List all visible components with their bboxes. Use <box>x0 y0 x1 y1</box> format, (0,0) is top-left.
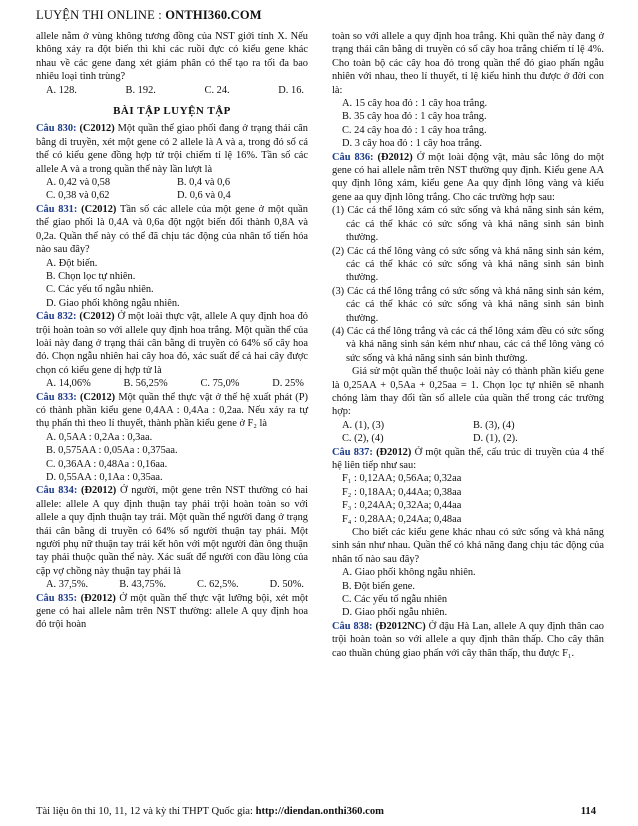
question-label: Câu 836: <box>332 151 374 163</box>
question-834 <box>36 484 308 578</box>
header-site: ONTHI360.COM <box>165 8 262 22</box>
option: C. Các yếu tố ngẫu nhiên <box>342 594 448 606</box>
question-label: Câu 837: <box>332 446 373 458</box>
option: D. (1), (2). <box>473 433 518 445</box>
option: D. Giao phối không ngẫu nhiên. <box>46 297 180 309</box>
question-833 <box>36 391 308 431</box>
question-text: Ở một loài thực vật, allele A quy định hoa đỏ trội hoàn toàn so với allele quy định hoa trắng. Một quần thể của loài này đang ở trạng thái cân bằng di truyền có 64% số cây hoa đỏ. Chọn ngẫu nhiên hai cây hoa đỏ, xác suất để cả hai cây được chọn có kiểu gene dị hợp tử là <box>36 311 308 376</box>
question-year: (C2012) <box>79 123 115 135</box>
question-label: Câu 838: <box>332 620 373 632</box>
option: D. 3 cây hoa đỏ : 1 cây hoa trắng. <box>342 138 482 150</box>
option: D. 50%. <box>269 579 304 591</box>
question-year: (Đ2012) <box>80 592 116 604</box>
question-paragraph: Giả sử một quần thể thuộc loài này có thành phần kiểu gene là 0,25AA + 0,5Aa + 0,25aa = 1. Chọn lọc tự nhiên sẽ nhanh chóng làm thay đổi tần số allele của quần thể trong các trường hợp: <box>332 366 604 418</box>
question-label: Câu 834: <box>36 485 78 497</box>
option: A. 0,5AA : 0,2Aa : 0,3aa. <box>46 431 153 443</box>
option: A. Đột biến. <box>46 257 98 269</box>
option: B. Chọn lọc tự nhiên. <box>46 270 136 282</box>
question-text: Một quần thể thực vật ở thế hệ xuất phát (P) có thành phần kiểu gene 0,4AA : 0,4Aa : 0,2aa. Nếu xảy ra tự thụ phấn thì theo lí thuyết, thành phần kiểu gene ở F₂ là <box>36 391 309 430</box>
options-row <box>36 176 308 189</box>
question-837 <box>332 446 604 473</box>
question-836 <box>332 151 604 205</box>
option: B. 35 cây hoa đỏ : 1 cây hoa trắng. <box>342 111 487 123</box>
case-item: (2) Các cá thể lông vàng có sức sống và khả năng sinh sản kém, các cá thể khác có sức sống và khả năng sinh sản bình thường. <box>332 245 604 284</box>
options-row <box>332 432 604 445</box>
option: A. 15 cây hoa đỏ : 1 cây hoa trắng. <box>342 98 488 110</box>
option: D. 0,6 và 0,4 <box>177 190 231 202</box>
question-text: Tần số các allele của một gene ở một quần thể giao phối là 0,4A và 0,6a đột ngột biến đổi thành 0,8A và 0,2a. Quần thể này có thể đã chịu tác động của nhân tố tiến hóa nào sau đây? <box>36 203 308 256</box>
option: A. Giao phối không ngẫu nhiên. <box>342 567 476 579</box>
question-year: (Đ2012NC) <box>375 620 426 632</box>
question-year: (C2012) <box>79 391 116 403</box>
option: B. Đột biến gene. <box>342 580 416 592</box>
generation-line: F₂ : 0,18AA; 0,44Aa; 0,38aa <box>342 486 462 498</box>
question-text: Ở một quần thể, cấu trúc di truyền của 4 thế hệ liên tiếp như sau: <box>332 446 604 471</box>
question-year: (Đ2012) <box>377 151 413 163</box>
option: A. 128. <box>46 84 77 96</box>
option: D. 0,55AA : 0,1Aa : 0,35aa. <box>46 472 163 483</box>
question-835 <box>36 592 308 632</box>
option: B. 43,75%. <box>119 579 166 591</box>
option: B. 0,4 và 0,6 <box>177 177 231 189</box>
question-831 <box>36 203 308 257</box>
option: D. Giao phối ngẫu nhiên. <box>342 607 448 619</box>
left-column <box>36 30 308 632</box>
option: C. 0,38 và 0,62 <box>46 190 110 202</box>
option: D. 16. <box>278 84 304 96</box>
question-label: Câu 835: <box>36 592 78 604</box>
option: C. 0,36AA : 0,48Aa : 0,16aa. <box>46 458 168 470</box>
options-row <box>36 377 308 390</box>
option: C. 24 cây hoa đỏ : 1 cây hoa trắng. <box>342 124 487 136</box>
option: A. (1), (3) <box>342 419 385 431</box>
question-label: Câu 830: <box>36 123 77 135</box>
page-footer <box>36 806 614 817</box>
question-label: Câu 832: <box>36 311 77 323</box>
option: B. 56,25% <box>123 378 168 390</box>
right-column <box>332 30 604 660</box>
option: A. 37,5%. <box>46 579 89 591</box>
question-paragraph: Cho biết các kiểu gene khác nhau có sức sống và khả năng sinh sản như nhau. Quần thể có khả năng đang chịu tác động của nhân tố nào sau đây? <box>332 527 604 565</box>
case-item: (3) Các cá thể lông trắng có sức sống và khả năng sinh sản kém, các cá thể khác có sức sống và khả năng sinh sản bình thường. <box>332 285 604 324</box>
page-number: 114 <box>580 806 596 817</box>
content-columns <box>36 30 614 802</box>
option: B. (3), (4) <box>473 419 515 431</box>
option: C. Các yếu tố ngẫu nhiên. <box>46 284 154 296</box>
footer-link[interactable]: http://diendan.onthi360.com <box>255 806 384 817</box>
options-row <box>332 419 604 432</box>
option: C. 75,0% <box>200 378 240 390</box>
option: A. 0,42 và 0,58 <box>46 177 111 189</box>
question-year: (Đ2012) <box>81 485 117 497</box>
header-prefix: LUYỆN THI ONLINE : <box>36 8 166 22</box>
question-text: Ở một quần thể thực vật lưỡng bội, xét một gene có hai allele nằm trên NST thường: allele A quy định hoa đỏ trội hoàn <box>36 592 308 631</box>
continued-text: toàn so với allele a quy định hoa trắng. Khi quần thể này đang ở trạng thái cân bằng di truyền có số cây hoa trắng chiếm tỉ lệ 4%. Cho toàn bộ các cây hoa đỏ trong quần thể đó giao phấn ngẫu nhiên với nhau, theo lí thuyết, tỉ lệ kiểu hình thu được ở đời con là: <box>332 31 604 96</box>
option: B. 0,575AA : 0,05Aa : 0,375aa. <box>46 445 178 457</box>
question-text: Ở người, một gene trên NST thường có hai allele: allele A quy định thuận tay phải trội hoàn toàn so với allele a quy định thuận tay trái. Một quần thể người đang ở trạng thái cân bằng di truyền có 64% số người thuận tay phải. Một người phụ nữ thuận tay trái kết hôn với một người đàn ông thuận tay phải thuộc quần thể này. Xác suất để người con đầu lòng của cặp vợ chồng này thuận tay phải là <box>36 485 309 577</box>
question-label: Câu 833: <box>36 391 77 403</box>
generation-line: F₁ : 0,12AA; 0,56Aa; 0,32aa <box>342 473 462 485</box>
section-title: BÀI TẬP LUYỆN TẬP <box>113 105 231 118</box>
question-year: (C2012) <box>81 203 117 215</box>
generation-line: F₃ : 0,24AA; 0,32Aa; 0,44aa <box>342 500 462 512</box>
option: D. 25% <box>272 378 304 390</box>
question-label: Câu 831: <box>36 203 78 215</box>
intro-options <box>36 84 308 97</box>
options-row <box>36 578 308 591</box>
question-text: Ở đậu Hà Lan, allele A quy định thân cao trội hoàn toàn so với allele a quy định thân thấp. Cho cây thân cao thuần chủng giao phấn với cây thân thấp, thu được F₁. <box>332 620 604 659</box>
question-text: Một quần thể giao phối đang ở trạng thái cân bằng di truyền, xét một gene có 2 allele là A và a, trong đó số cá thể có kiểu gene đồng hợp tử trội chiếm tỉ lệ 16%. Tần số các allele A và a trong quần thể này lần lượt là <box>36 123 308 175</box>
option: A. 14,06% <box>46 378 91 390</box>
intro-text: allele nằm ở vùng không tương đồng của NST giới tính X. Nếu không xảy ra đột biến thì khi các ruồi đực có kiểu gene khác nhau về các gene đang xét giảm phân có thể tạo ra tối đa bao nhiêu loại tinh trùng? <box>36 31 308 83</box>
question-text: Ở một loài động vật, màu sắc lông do một gene có hai allele nằm trên NST thường quy định. Kiểu gene AA quy định lông xám, kiểu gene Aa quy định lông vàng và kiểu gene aa quy định lông trắng. Cho các trường hợp sau: <box>332 151 605 203</box>
question-832 <box>36 310 308 377</box>
question-year: (Đ2012) <box>376 446 412 458</box>
case-item: (4) Các cá thể lông trắng và các cá thể lông xám đều có sức sống và khả năng sinh sản kém như nhau, các cá thể lông vàng có sức sống và khả năng sinh sản bình thường. <box>332 325 604 364</box>
case-item: (1) Các cá thể lông xám có sức sống và khả năng sinh sản kém, các cá thể khác có sức sống và khả năng sinh sản bình thường. <box>332 205 604 244</box>
question-830 <box>36 122 308 176</box>
question-838 <box>332 620 604 660</box>
question-year: (C2012) <box>79 311 115 323</box>
option: C. 62,5%. <box>197 579 239 591</box>
footer-text: Tài liệu ôn thi 10, 11, 12 và kỳ thi THPT Quốc gia: <box>36 806 256 817</box>
page-header <box>36 8 262 23</box>
generation-line: F₄ : 0,28AA; 0,24Aa; 0,48aa <box>342 513 462 525</box>
options-row <box>36 189 308 202</box>
option: C. 24. <box>204 84 230 96</box>
option: C. (2), (4) <box>342 433 384 445</box>
option: B. 192. <box>125 84 156 96</box>
